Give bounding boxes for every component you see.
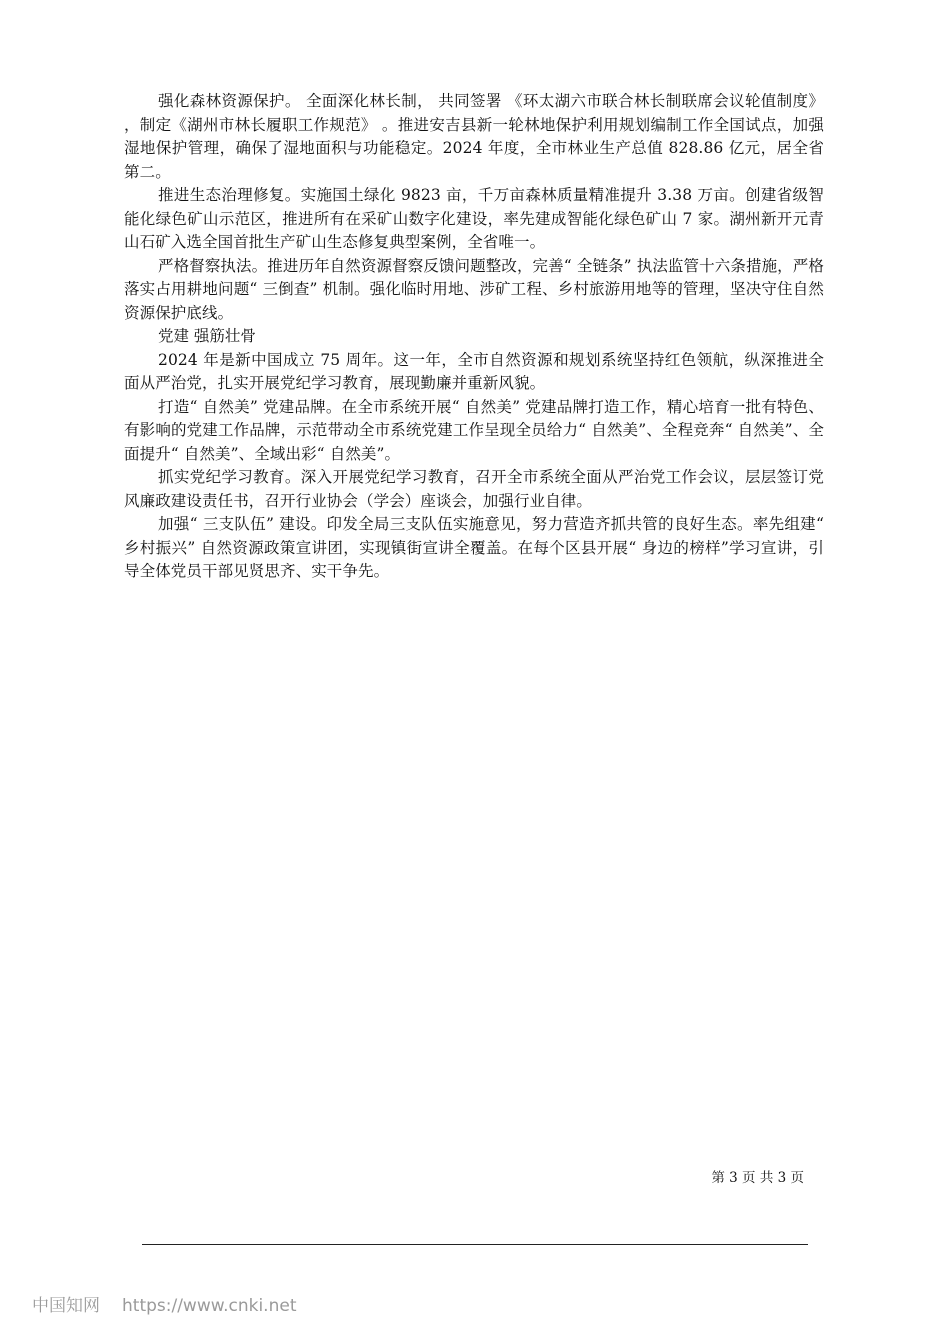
watermark-brand: 中国知网 xyxy=(32,1296,100,1316)
paragraph-forest-protection: 强化森林资源保护。 全面深化林长制， 共同签署 《环太湖六市联合林长制联席会议轮值制度》 ，制定《湖州市林长履职工作规范》 。推进安吉县新一轮林地保护利用规划编制工作全国试点，加强湿地保护管理，确保了湿地面积与功能稳定。2024 年度，全市林业生产总值 828.86 亿元，居全省第二。 xyxy=(124,92,824,181)
watermark-url: https://www.cnki.net xyxy=(122,1296,297,1316)
paragraph-party-intro: 2024 年是新中国成立 75 周年。这一年，全市自然资源和规划系统坚持红色领航，纵深推进全面从严治党，扎实开展党纪学习教育，展现勤廉并重新风貌。 xyxy=(124,350,824,392)
document-body xyxy=(124,90,824,584)
section-heading-party-building: 党建 强筋壮骨 xyxy=(158,327,256,345)
paragraph-party-brand: 打造“ 自然美” 党建品牌。在全市系统开展“ 自然美” 党建品牌打造工作，精心培育一批有特色、有影响的党建工作品牌，示范带动全市系统党建工作呈现全员给力“ 自然美”、全程竞奔“ 自然美”、全面提升“ 自然美”、全域出彩“ 自然美”。 xyxy=(124,397,824,463)
paragraph-ecological-restoration: 推进生态治理修复。实施国土绿化 9823 亩，千万亩森林质量精准提升 3.38 万亩。创建省级智能化绿色矿山示范区，推进所有在采矿山数字化建设，率先建成智能化绿色矿山 7 家。湖州新开元青山石矿入选全国首批生产矿山生态修复典型案例，全省唯一。 xyxy=(124,186,824,251)
page-number: 第 3 页 共 3 页 xyxy=(711,1170,804,1186)
paragraph-discipline-education: 抓实党纪学习教育。深入开展党纪学习教育，召开全市系统全面从严治党工作会议，层层签订党风廉政建设责任书，召开行业协会（学会）座谈会，加强行业自律。 xyxy=(124,468,824,510)
paragraph-inspection-enforcement: 严格督察执法。推进历年自然资源督察反馈问题整改，完善“ 全链条” 执法监管十六条措施，严格落实占用耕地问题“ 三倒查” 机制。强化临时用地、涉矿工程、乡村旅游用地等的管理，坚决守住自然资源保护底线。 xyxy=(124,256,824,322)
paragraph-three-teams: 加强“ 三支队伍” 建设。印发全局三支队伍实施意见，努力营造齐抓共管的良好生态。率先组建“ 乡村振兴” 自然资源政策宣讲团，实现镇街宣讲全覆盖。在每个区县开展“ 身边的榜样”学习宣讲，引导全体党员干部见贤思齐、实干争先。 xyxy=(124,515,824,580)
cnki-watermark xyxy=(32,1295,296,1317)
footer-divider xyxy=(142,1244,808,1245)
